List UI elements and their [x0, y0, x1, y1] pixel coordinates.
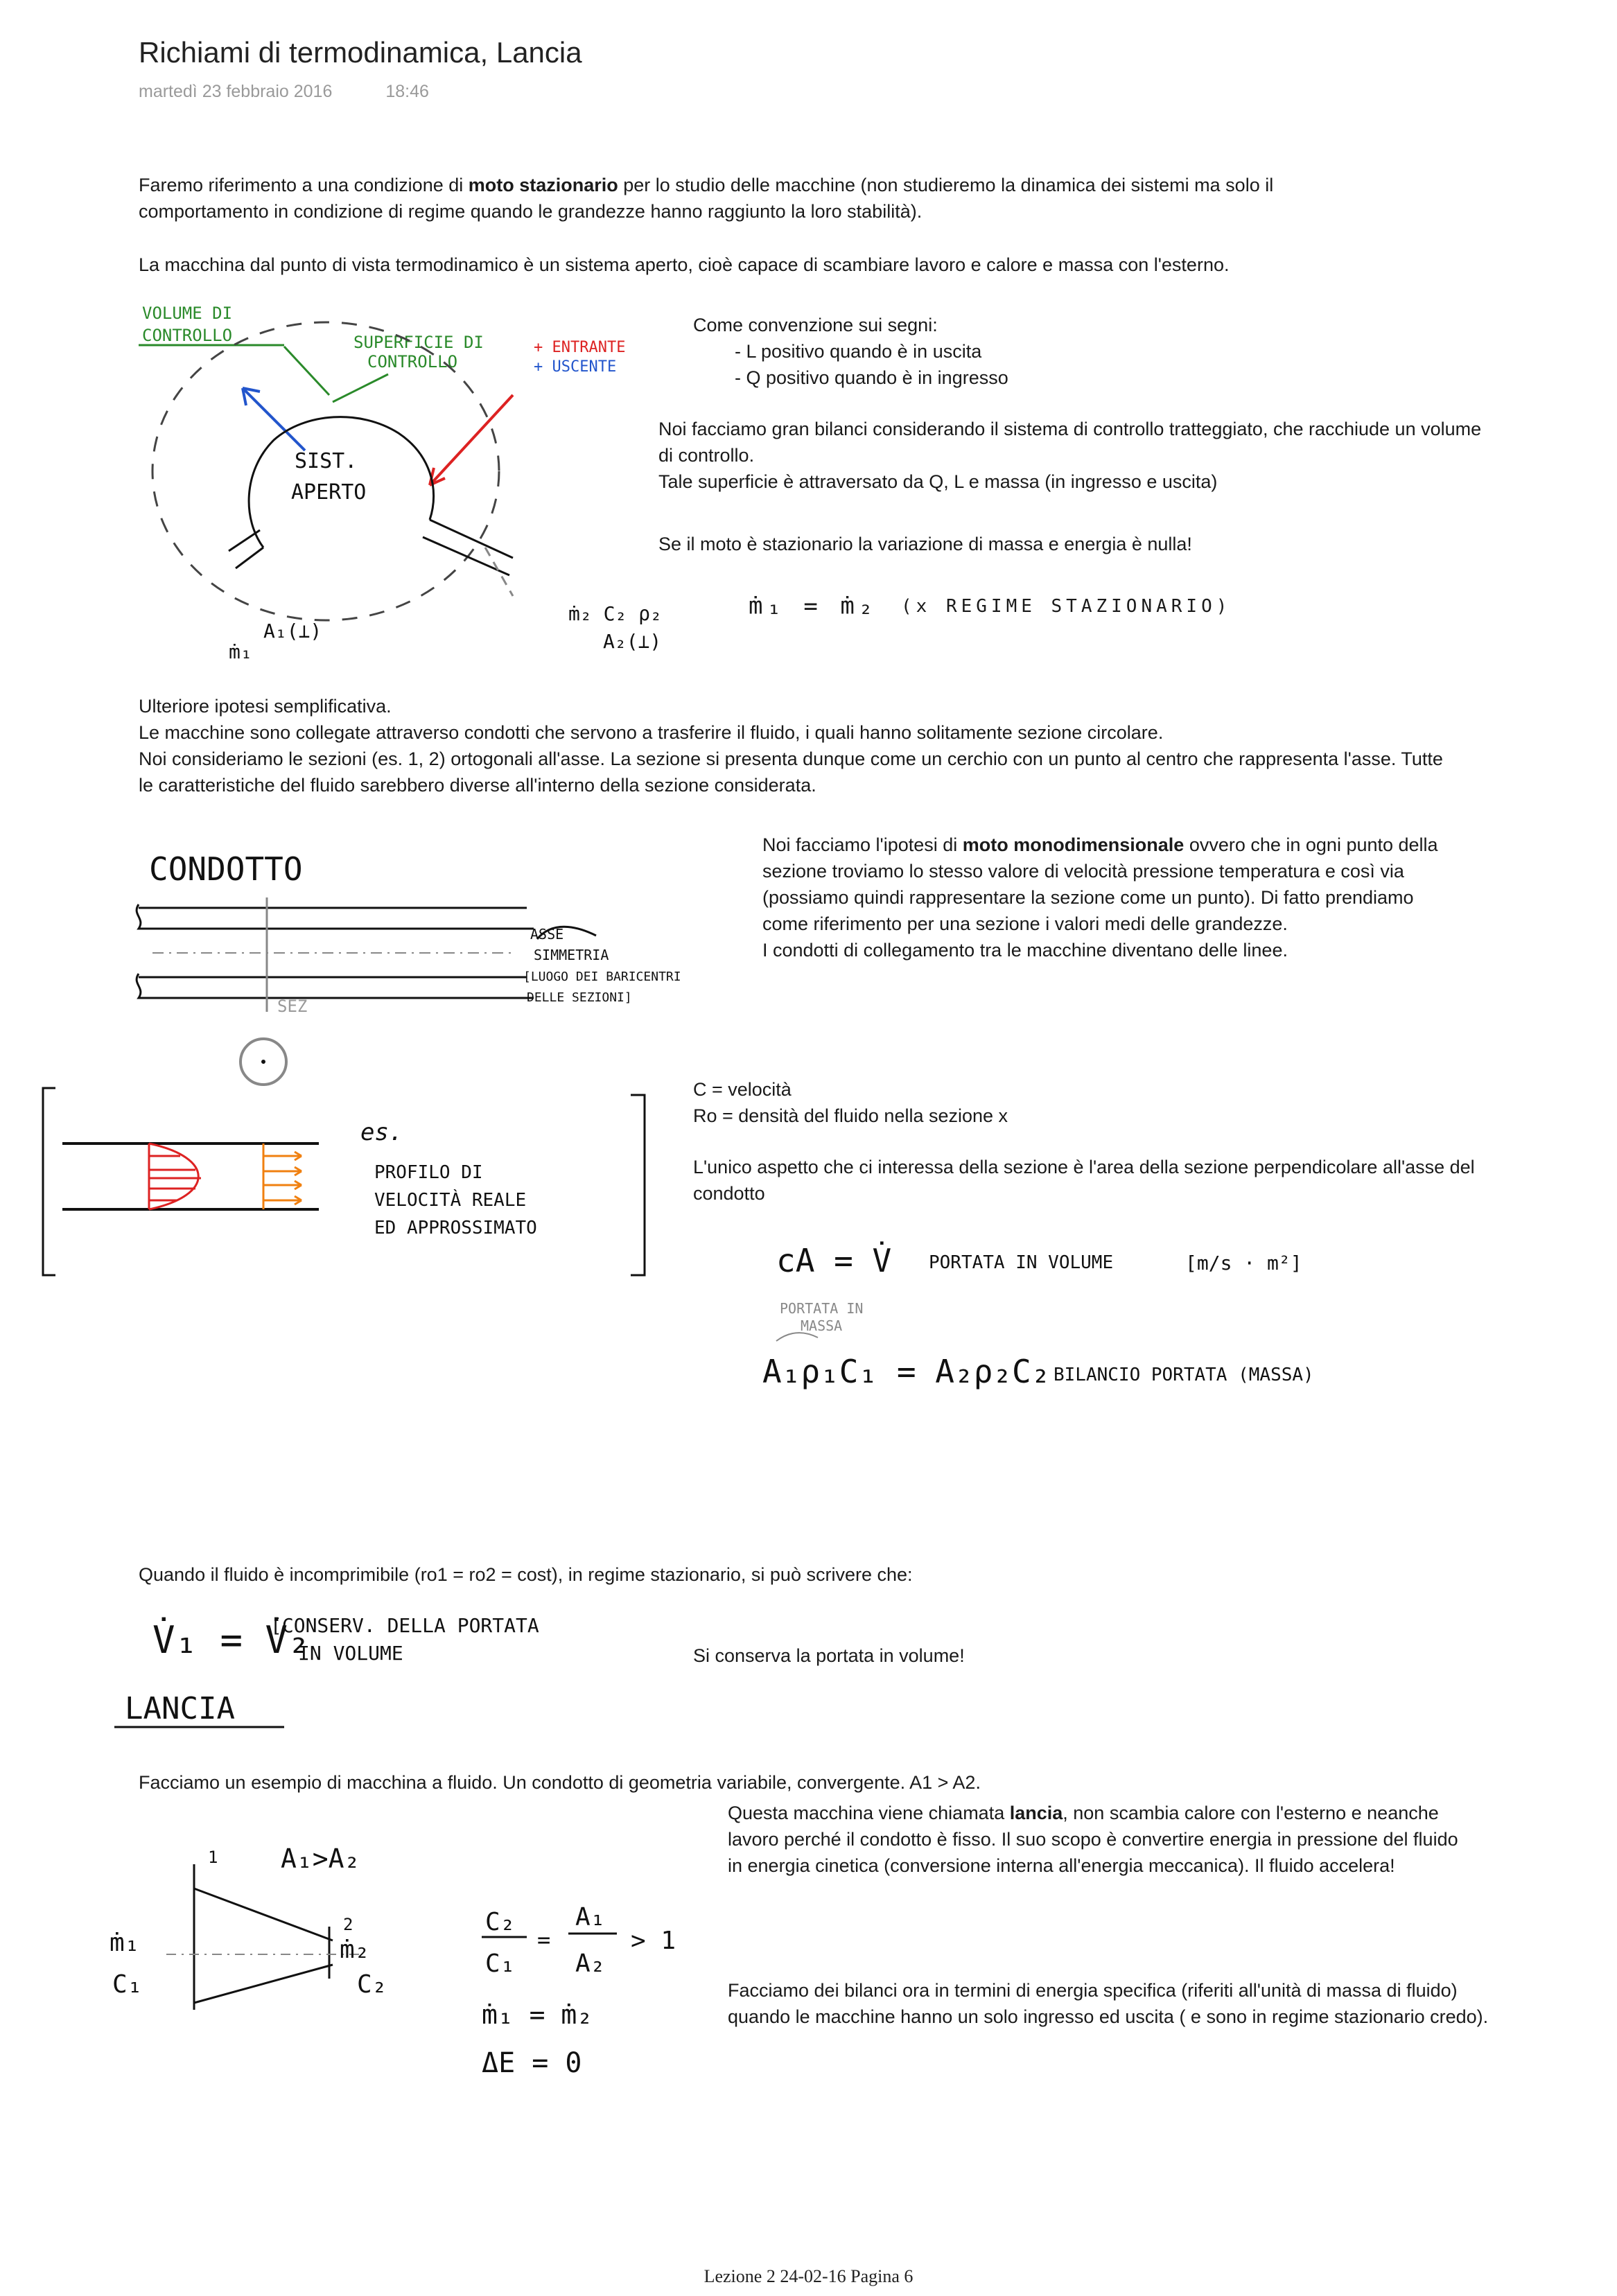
ipotesi-line-4: le caratteristiche del fluido sarebbero diverse all'interno della sezione considerata. — [139, 775, 816, 796]
sign-item-l: - L positivo quando è in uscita — [735, 338, 1525, 365]
ratio-gt-one: > 1 — [631, 1927, 676, 1955]
sign-heading: Come convenzione sui segni: — [693, 315, 938, 335]
nozzle-m2-label: ṁ₂ — [340, 1936, 370, 1964]
area-line-2: condotto — [693, 1183, 765, 1204]
ipotesi-line-3: Noi consideriamo le sezioni (es. 1, 2) ortogonali all'asse. La sezione si presenta dunque come un cerchio con un punto al centro che rappresenta l'asse. Tutte — [139, 748, 1443, 769]
ratio-c2: C₂ — [485, 1908, 516, 1936]
uscente-label: + USCENTE — [534, 358, 617, 376]
profilo-label-1: PROFILO DI — [374, 1162, 483, 1183]
intro-text-b: per lo studio delle macchine (non studieremo la dinamica dei sistemi ma solo il — [618, 175, 1274, 195]
bilancio-portata-label: BILANCIO PORTATA (MASSA) — [1054, 1365, 1314, 1385]
nozzle-c1-label: C₁ — [112, 1970, 143, 1999]
mono-line-3: (possiamo quindi rappresentare la sezione come un punto). Di fatto prendiamo — [762, 887, 1414, 908]
approx-profile-arrows — [263, 1156, 301, 1200]
mono-paragraph — [762, 832, 1594, 963]
lancia-line-3: in energia cinetica (conversione interna all'energia meccanica). Il fluido accelera! — [728, 1855, 1395, 1876]
approx-arrowheads — [295, 1152, 301, 1204]
entrante-label: + ENTRANTE — [534, 339, 626, 356]
mono-line-4: come riferimento per una sezione i valori medi delle grandezze. — [762, 913, 1288, 934]
portata-massa-label-1: PORTATA IN — [780, 1300, 864, 1317]
lancia-text-b: , non scambia calore con l'esterno e neanche — [1063, 1803, 1439, 1823]
nozzle-top-wall — [194, 1888, 333, 1940]
mono-line-5: I condotti di collegamento tra le macchine diventano delle linee. — [762, 940, 1288, 961]
bilanci-line-1: Noi facciamo gran bilanci considerando il sistema di controllo tratteggiato, che racchiude un volume — [658, 419, 1482, 439]
ratio-equals: = — [537, 1927, 551, 1953]
bracket-right — [631, 1095, 645, 1275]
def-densita: Ro = densità del fluido nella sezione x — [693, 1105, 1008, 1126]
delle-label: DELLE SEZIONI] — [527, 990, 632, 1005]
nozzle-energy-balance: ΔE = 0 — [482, 2047, 582, 2079]
stationary-note: Se il moto è stazionario la variazione di massa e energia è nulla! — [658, 534, 1192, 554]
ipotesi-line-2: Le macchine sono collegate attraverso condotti che servono a trasferire il fluido, i quali hanno solitamente sezione circolare. — [139, 722, 1164, 743]
m2c2-label: ṁ₂ C₂ ρ₂ — [568, 602, 662, 625]
sez-label: SEZ — [277, 997, 308, 1016]
bilanci-paragraph — [658, 416, 1559, 495]
aperto-label: APERTO — [291, 480, 367, 505]
conserv-note-1: [CONSERV. DELLA PORTATA — [270, 1614, 539, 1637]
a1-label: A₁(⊥) — [263, 620, 322, 642]
ratio-c1: C₁ — [485, 1949, 516, 1978]
mono-text-b: ovvero che in ogni punto della — [1184, 834, 1438, 855]
volume-pointer — [284, 347, 329, 395]
ratio-a2: A₂ — [575, 1949, 606, 1978]
conserv-note-2: IN VOLUME — [298, 1642, 403, 1665]
area-line-1: L'unico aspetto che ci interessa della sezione è l'area della sezione perpendicolare all'asse del — [693, 1157, 1475, 1177]
mono-text-a: Noi facciamo l'ipotesi di — [762, 834, 963, 855]
regime-stazionario-note: (x REGIME STAZIONARIO) — [901, 596, 1232, 617]
superficie-pointer — [333, 374, 388, 402]
sist-label: SIST. — [295, 449, 358, 473]
incompressible-sketch — [111, 1601, 700, 1739]
page-time: 18:46 — [385, 82, 429, 101]
intro-paragraph — [139, 172, 1490, 225]
example-paragraph: Facciamo un esempio di macchina a fluido. Un condotto di geometria variabile, convergente. A1 > A2. — [139, 1772, 981, 1793]
section-center-dot — [261, 1060, 265, 1064]
portata-volume-formula: cA = V̇ — [776, 1242, 892, 1279]
energy-balance-paragraph — [728, 1977, 1594, 2030]
superficie-controllo-label: CONTROLLO — [367, 352, 458, 371]
lancia-heading: LANCIA — [125, 1691, 235, 1726]
outlet-duct — [423, 520, 513, 575]
def-velocita: C = velocità — [693, 1079, 792, 1100]
lancia-line-2: lavoro perché il condotto è fisso. Il suo scopo è convertire energia in pressione del fluido — [728, 1829, 1458, 1850]
lancia-bold: lancia — [1009, 1803, 1063, 1823]
open-system-sketch — [125, 291, 679, 679]
profilo-label-2: VELOCITÀ REALE — [374, 1190, 527, 1211]
condotto-label: CONDOTTO — [149, 850, 303, 888]
bilanci-line-3: Tale superficie è attraversato da Q, L e massa (in ingresso e uscita) — [658, 471, 1218, 492]
profilo-label-3: ED APPROSSIMATO — [374, 1218, 537, 1238]
lancia-text-a: Questa macchina viene chiamata — [728, 1803, 1010, 1823]
section-2-label: 2 — [343, 1915, 353, 1934]
bracket-left — [43, 1088, 55, 1275]
page-meta — [139, 82, 478, 102]
luogo-label: [LUOGO DEI BARICENTRI — [523, 970, 681, 984]
asse-label: ASSE — [530, 926, 564, 943]
definitions — [693, 1076, 1559, 1129]
energy-line-1: Facciamo dei bilanci ora in termini di energia specifica (riferiti all'unità di massa di fluido) — [728, 1980, 1458, 2001]
energy-line-2: quando le macchine hanno un solo ingresso ed uscita ( e sono in regime stazionario credo). — [728, 2006, 1489, 2027]
es-label: es. — [360, 1119, 403, 1146]
ratio-a1: A₁ — [575, 1903, 606, 1931]
velocity-profile-sketch — [35, 1074, 658, 1296]
sign-item-q: - Q positivo quando è in ingresso — [735, 365, 1525, 391]
nozzle-sketch — [97, 1837, 707, 2100]
portata-volume-label: PORTATA IN VOLUME — [929, 1252, 1114, 1273]
simmetria-label: SIMMETRIA — [534, 947, 609, 963]
portata-volume-unit: [m/s · m²] — [1185, 1252, 1302, 1274]
page-footer: Lezione 2 24-02-16 Pagina 6 — [703, 2266, 914, 2286]
mono-line-2: sezione troviamo lo stesso valore di velocità pressione temperatura e così via — [762, 861, 1404, 882]
mono-bold: moto monodimensionale — [962, 834, 1185, 855]
nozzle-mass-balance: ṁ₁ = ṁ₂ — [482, 1999, 593, 2030]
ipotesi-line-1: Ulteriore ipotesi semplificativa. — [139, 696, 392, 717]
area-paragraph — [693, 1154, 1559, 1207]
volume-label: VOLUME DI — [142, 304, 233, 323]
area-inequality-label: A₁>A₂ — [281, 1843, 360, 1874]
intro-text-c: comportamento in condizione di regime quando le grandezze hanno raggiunto la loro stabilità). — [139, 201, 923, 222]
mass-balance-formula: ṁ₁ = ṁ₂ — [749, 593, 877, 620]
lancia-paragraph — [728, 1800, 1594, 1879]
open-system-paragraph: La macchina dal punto di vista termodinamico è un sistema aperto, cioè capace di scambiare lavoro e calore e massa con l'esterno. — [139, 254, 1230, 275]
page-title: Richiami di termodinamica, Lancia — [139, 36, 582, 69]
nozzle-bottom-wall — [194, 1965, 333, 2003]
condotto-sketch — [125, 839, 749, 1088]
controllo-label: CONTROLLO — [142, 326, 233, 345]
sign-convention — [693, 312, 1525, 391]
incompressible-paragraph: Quando il fluido è incomprimibile (ro1 = ro2 = cost), in regime stazionario, si può scrivere che: — [139, 1564, 913, 1585]
bilanci-line-2: di controllo. — [658, 445, 755, 466]
a2-label: A₂(⊥) — [603, 630, 662, 653]
intro-text-a: Faremo riferimento a una condizione di — [139, 175, 469, 195]
sign-list — [693, 338, 1525, 391]
inlet-duct — [229, 530, 263, 568]
volume-conservation-formula: V̇₁ = V̇₂ — [152, 1618, 311, 1662]
portata-formulas — [749, 1227, 1372, 1435]
ipotesi-paragraph — [139, 693, 1559, 798]
section-1-label: 1 — [208, 1848, 218, 1867]
superficie-label: SUPERFICIE DI — [353, 333, 484, 352]
nozzle-m1-label: ṁ₁ — [110, 1929, 140, 1957]
intro-bold: moto stazionario — [468, 175, 618, 195]
bilancio-portata-formula: A₁ρ₁C₁ = A₂ρ₂C₂ — [762, 1353, 1051, 1390]
m1-label: ṁ₁ — [229, 640, 252, 663]
portata-massa-label-2: MASSA — [801, 1317, 843, 1334]
volume-conserved-note: Si conserva la portata in volume! — [693, 1645, 965, 1666]
nozzle-c2-label: C₂ — [357, 1970, 387, 1999]
entrante-arrow — [430, 395, 513, 485]
page-date: martedì 23 febbraio 2016 — [139, 82, 333, 101]
